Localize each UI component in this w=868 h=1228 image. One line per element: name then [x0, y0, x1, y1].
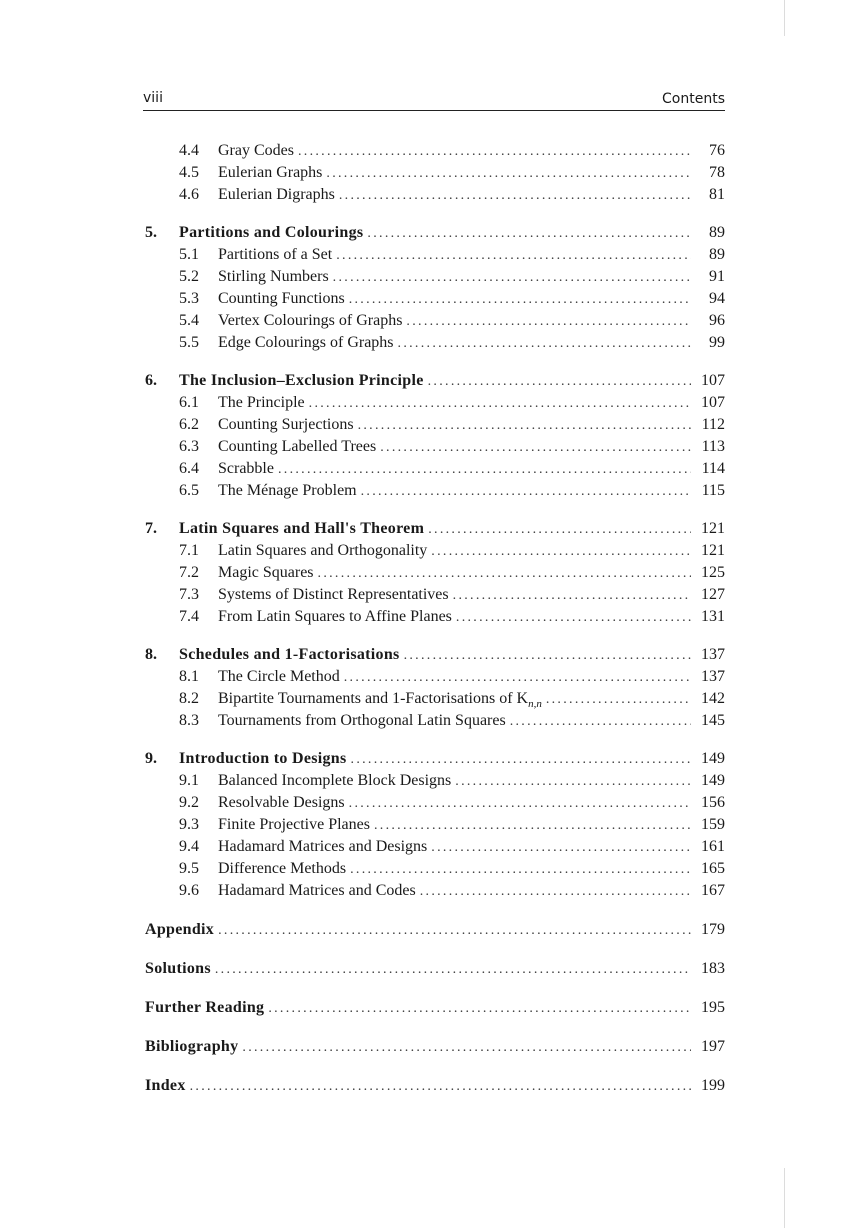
entry-title-text: The Principle: [218, 394, 305, 411]
entry-title-text: Counting Surjections: [218, 416, 354, 433]
dot-leader: [358, 418, 691, 434]
dot-leader: [510, 714, 691, 730]
toc-section-entry: [145, 794, 725, 816]
toc-backmatter-entry: [145, 1077, 725, 1099]
entry-title-text: Latin Squares and Hall's Theorem: [179, 520, 425, 537]
entry-page-number: 114: [701, 460, 725, 477]
dot-leader: [344, 670, 691, 686]
group-spacer: [145, 208, 725, 224]
entry-title: [179, 646, 400, 664]
entry-title-text: Counting Labelled Trees: [218, 438, 377, 455]
entry-title: [218, 882, 416, 900]
entry-title-text: Partitions of a Set: [218, 246, 333, 263]
entry-number: 5.: [145, 224, 157, 241]
entry-title-text: Hadamard Matrices and Codes: [218, 882, 416, 899]
entry-page-number: 179: [701, 921, 725, 938]
group-spacer: [145, 504, 725, 520]
dot-leader: [398, 336, 691, 352]
entry-number: 7.: [145, 520, 157, 537]
entry-title: [218, 838, 427, 856]
toc-section-entry: [145, 608, 725, 630]
entry-title: [218, 816, 370, 834]
dot-leader: [339, 188, 691, 204]
entry-title: [218, 712, 506, 730]
entry-title: [218, 586, 449, 604]
entry-number: 5.5: [179, 334, 199, 351]
entry-title: [218, 164, 322, 182]
dot-leader: [351, 752, 691, 768]
entry-title: [179, 372, 424, 390]
entry-title: [218, 460, 274, 478]
entry-title: [145, 1038, 238, 1056]
entry-page-number: 127: [701, 586, 725, 603]
toc-section-entry: [145, 416, 725, 438]
dot-leader: [242, 1040, 691, 1056]
entry-page-number: 137: [701, 668, 725, 685]
entry-title-text: Solutions: [145, 960, 211, 977]
entry-title-text: Scrabble: [218, 460, 274, 477]
entry-page-number: 137: [701, 646, 725, 663]
toc-section-entry: [145, 164, 725, 186]
entry-title-text: Vertex Colourings of Graphs: [218, 312, 403, 329]
toc-chapter-entry: [145, 520, 725, 542]
entry-title-text: Appendix: [145, 921, 215, 938]
dot-leader: [367, 226, 691, 242]
dot-leader: [190, 1079, 691, 1095]
entry-number: 6.: [145, 372, 157, 389]
entry-page-number: 149: [701, 750, 725, 767]
entry-number: 5.4: [179, 312, 199, 329]
entry-title-text: Finite Projective Planes: [218, 816, 370, 833]
entry-number: 9.: [145, 750, 157, 767]
toc-backmatter-entry: [145, 1038, 725, 1060]
dot-leader: [215, 962, 691, 978]
entry-number: 5.2: [179, 268, 199, 285]
toc-section-entry: [145, 690, 725, 712]
entry-page-number: 121: [701, 520, 725, 537]
group-spacer: [145, 1021, 725, 1038]
entry-title: [218, 690, 542, 710]
dot-leader: [374, 818, 691, 834]
entry-title-text: Hadamard Matrices and Designs: [218, 838, 428, 855]
toc-backmatter-entry: [145, 960, 725, 982]
table-of-contents: [145, 142, 725, 1099]
entry-title: [218, 772, 451, 790]
entry-title-text: Balanced Incomplete Block Designs: [218, 772, 452, 789]
entry-title-text: Eulerian Digraphs: [218, 186, 335, 203]
dot-leader: [278, 462, 691, 478]
entry-page-number: 142: [701, 690, 725, 707]
group-spacer: [145, 982, 725, 999]
entry-page-number: 167: [701, 882, 725, 899]
entry-number: 4.4: [179, 142, 199, 159]
dot-leader: [268, 1001, 691, 1017]
toc-section-entry: [145, 816, 725, 838]
entry-title: [218, 416, 354, 434]
entry-page-number: 107: [701, 372, 725, 389]
toc-section-entry: [145, 542, 725, 564]
entry-page-number: 195: [701, 999, 725, 1016]
toc-section-entry: [145, 882, 725, 904]
entry-title: [218, 394, 305, 412]
toc-section-entry: [145, 712, 725, 734]
entry-title-text: The Ménage Problem: [218, 482, 357, 499]
entry-number: 6.1: [179, 394, 199, 411]
header-title: Contents: [662, 91, 725, 107]
entry-title: [218, 290, 345, 308]
toc-section-entry: [145, 460, 725, 482]
toc-section-entry: [145, 772, 725, 794]
dot-leader: [380, 440, 691, 456]
entry-page-number: 197: [701, 1038, 725, 1055]
entry-title-text: Bipartite Tournaments and 1-Factorisations of K: [218, 690, 529, 707]
entry-title: [218, 860, 346, 878]
dot-leader: [349, 796, 691, 812]
entry-title-text: Schedules and 1-Factorisations: [179, 646, 400, 663]
entry-page-number: 183: [701, 960, 725, 977]
toc-section-entry: [145, 290, 725, 312]
scan-edge-mark: [784, 0, 785, 36]
entry-title-text: Difference Methods: [218, 860, 347, 877]
entry-title-text: Systems of Distinct Representatives: [218, 586, 449, 603]
entry-title: [218, 334, 394, 352]
dot-leader: [431, 544, 691, 560]
dot-leader: [428, 522, 691, 538]
toc-section-entry: [145, 482, 725, 504]
entry-page-number: 159: [701, 816, 725, 833]
entry-title: [145, 921, 214, 939]
toc-section-entry: [145, 312, 725, 334]
entry-title-text: Stirling Numbers: [218, 268, 329, 285]
entry-title-subscript: n,n: [528, 698, 542, 711]
entry-title-text: Partitions and Colourings: [179, 224, 364, 241]
toc-section-entry: [145, 586, 725, 608]
entry-number: 7.3: [179, 586, 199, 603]
entry-page-number: 78: [709, 164, 725, 181]
entry-page-number: 76: [709, 142, 725, 159]
entry-title: [218, 608, 452, 626]
entry-number: 7.4: [179, 608, 199, 625]
entry-title: [218, 564, 314, 582]
entry-number: 5.1: [179, 246, 199, 263]
entry-number: 6.2: [179, 416, 199, 433]
toc-section-entry: [145, 438, 725, 460]
entry-title: [218, 794, 345, 812]
entry-page-number: 96: [709, 312, 725, 329]
dot-leader: [318, 566, 691, 582]
entry-title: [218, 668, 340, 686]
scan-edge-mark: [784, 1168, 785, 1228]
entry-title-text: Edge Colourings of Graphs: [218, 334, 394, 351]
header-page-number: viii: [143, 90, 163, 106]
group-spacer: [145, 356, 725, 372]
entry-number: 9.4: [179, 838, 199, 855]
entry-title: [218, 542, 427, 560]
entry-title-text: Eulerian Graphs: [218, 164, 323, 181]
toc-section-entry: [145, 142, 725, 164]
dot-leader: [333, 270, 691, 286]
entry-page-number: 165: [701, 860, 725, 877]
toc-section-entry: [145, 246, 725, 268]
toc-section-entry: [145, 860, 725, 882]
entry-title-text: The Circle Method: [218, 668, 340, 685]
entry-page-number: 145: [701, 712, 725, 729]
entry-title: [218, 246, 332, 264]
toc-section-entry: [145, 186, 725, 208]
entry-page-number: 156: [701, 794, 725, 811]
entry-number: 5.3: [179, 290, 199, 307]
dot-leader: [361, 484, 691, 500]
entry-number: 6.4: [179, 460, 199, 477]
entry-title-text: Further Reading: [145, 999, 265, 1016]
entry-title: [145, 1077, 186, 1095]
entry-page-number: 81: [709, 186, 725, 203]
toc-chapter-entry: [145, 646, 725, 668]
entry-title: [179, 750, 347, 768]
dot-leader: [309, 396, 691, 412]
entry-number: 6.5: [179, 482, 199, 499]
dot-leader: [453, 588, 691, 604]
entry-page-number: 121: [701, 542, 725, 559]
dot-leader: [420, 884, 691, 900]
entry-title: [179, 520, 424, 538]
entry-title: [218, 142, 294, 160]
entry-page-number: 112: [701, 416, 725, 433]
entry-title-text: Index: [145, 1077, 186, 1094]
toc-chapter-entry: [145, 750, 725, 772]
dot-leader: [456, 610, 691, 626]
dot-leader: [218, 923, 691, 939]
entry-title-text: Introduction to Designs: [179, 750, 347, 767]
entry-title-text: Gray Codes: [218, 142, 294, 159]
toc-section-entry: [145, 268, 725, 290]
dot-leader: [350, 862, 691, 878]
entry-title-text: Tournaments from Orthogonal Latin Squares: [218, 712, 506, 729]
dot-leader: [298, 144, 691, 160]
entry-number: 8.3: [179, 712, 199, 729]
toc-chapter-entry: [145, 224, 725, 246]
toc-section-entry: [145, 668, 725, 690]
group-spacer: [145, 904, 725, 921]
entry-title-text: Counting Functions: [218, 290, 345, 307]
entry-title: [145, 999, 264, 1017]
entry-title: [218, 312, 402, 330]
entry-title-text: Bibliography: [145, 1038, 239, 1055]
entry-number: 4.6: [179, 186, 199, 203]
entry-title-text: Latin Squares and Orthogonality: [218, 542, 428, 559]
dot-leader: [455, 774, 691, 790]
running-header: [143, 88, 725, 111]
entry-title-text: The Inclusion–Exclusion Principle: [179, 372, 424, 389]
entry-title: [218, 438, 376, 456]
entry-title-text: Magic Squares: [218, 564, 314, 581]
entry-number: 9.2: [179, 794, 199, 811]
dot-leader: [349, 292, 691, 308]
entry-page-number: 99: [709, 334, 725, 351]
entry-page-number: 161: [701, 838, 725, 855]
entry-title-text: From Latin Squares to Affine Planes: [218, 608, 452, 625]
entry-title: [218, 482, 357, 500]
entry-page-number: 125: [701, 564, 725, 581]
entry-number: 6.3: [179, 438, 199, 455]
entry-number: 8.1: [179, 668, 199, 685]
entry-number: 9.3: [179, 816, 199, 833]
dot-leader: [404, 648, 691, 664]
entry-page-number: 199: [701, 1077, 725, 1094]
entry-title: [179, 224, 363, 242]
dot-leader: [546, 692, 691, 708]
entry-page-number: 131: [701, 608, 725, 625]
entry-page-number: 107: [701, 394, 725, 411]
entry-title: [145, 960, 211, 978]
dot-leader: [431, 840, 691, 856]
entry-page-number: 91: [709, 268, 725, 285]
dot-leader: [406, 314, 691, 330]
entry-title: [218, 268, 329, 286]
entry-number: 7.2: [179, 564, 199, 581]
entry-number: 9.6: [179, 882, 199, 899]
group-spacer: [145, 630, 725, 646]
toc-section-entry: [145, 838, 725, 860]
dot-leader: [428, 374, 691, 390]
entry-page-number: 115: [701, 482, 725, 499]
entry-page-number: 89: [709, 246, 725, 263]
toc-section-entry: [145, 334, 725, 356]
entry-page-number: 113: [701, 438, 725, 455]
entry-title-text: Resolvable Designs: [218, 794, 345, 811]
dot-leader: [326, 166, 691, 182]
toc-section-entry: [145, 564, 725, 586]
entry-number: 9.5: [179, 860, 199, 877]
toc-backmatter-entry: [145, 921, 725, 943]
entry-page-number: 94: [709, 290, 725, 307]
entry-number: 9.1: [179, 772, 199, 789]
group-spacer: [145, 734, 725, 750]
entry-page-number: 89: [709, 224, 725, 241]
entry-number: 4.5: [179, 164, 199, 181]
toc-chapter-entry: [145, 372, 725, 394]
dot-leader: [336, 248, 691, 264]
entry-number: 8.: [145, 646, 157, 663]
group-spacer: [145, 1060, 725, 1077]
entry-title: [218, 186, 335, 204]
group-spacer: [145, 943, 725, 960]
entry-number: 7.1: [179, 542, 199, 559]
toc-backmatter-entry: [145, 999, 725, 1021]
entry-number: 8.2: [179, 690, 199, 707]
entry-page-number: 149: [701, 772, 725, 789]
toc-section-entry: [145, 394, 725, 416]
